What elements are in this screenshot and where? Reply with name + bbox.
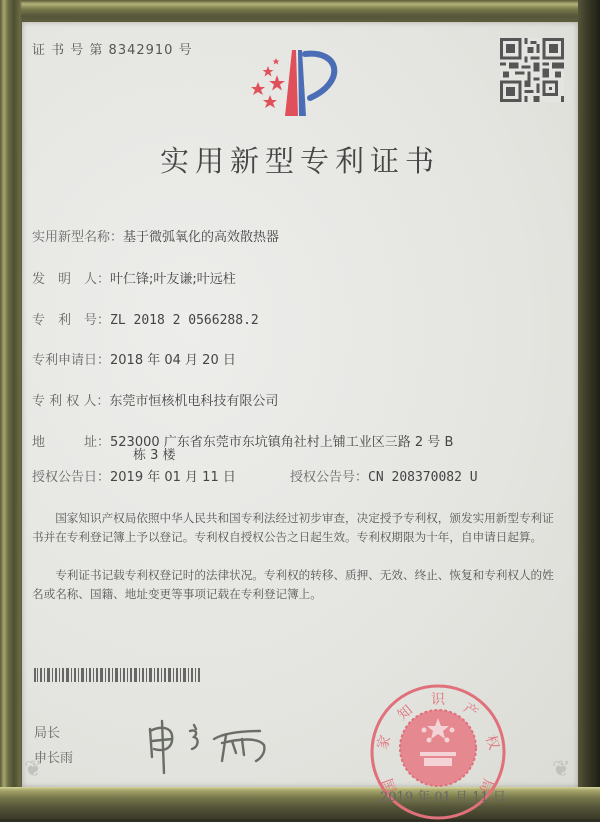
field-value: 东莞市恒核机电科技有限公司 [109, 394, 278, 409]
field-label: 专利申请日： [32, 349, 110, 368]
certificate-paper [22, 22, 578, 787]
field-label: 专 利 号： [32, 309, 110, 328]
certificate-number-label: 证 书 号 第 [32, 43, 103, 58]
svg-text:产: 产 [460, 699, 481, 721]
field-grant-date [32, 466, 236, 485]
field-label: 地 址： [32, 431, 110, 450]
svg-text:家: 家 [374, 733, 394, 752]
svg-text:权: 权 [482, 733, 503, 752]
field-value: 523000 广东省东莞市东坑镇角社村上铺工业区三路 2 号 B [110, 435, 453, 450]
frame-right-edge [578, 0, 600, 819]
field-label: 专 利 权 人： [32, 390, 109, 409]
field-utility-model-name [32, 226, 279, 245]
svg-text:识: 识 [431, 692, 446, 708]
svg-text:国: 国 [380, 776, 400, 795]
field-value: ZL 2018 2 0566288.2 [110, 313, 259, 328]
field-label: 实用新型名称： [32, 226, 123, 245]
certificate-title: 实用新型专利证书 [22, 139, 578, 180]
barcode-icon [34, 668, 200, 682]
director-name: 申长雨 [34, 747, 73, 766]
field-value: 2019 年 01 月 11 日 [110, 470, 236, 485]
svg-text:局: 局 [476, 776, 496, 795]
field-value: CN 208370082 U [368, 470, 478, 485]
certificate-number-suffix: 号 [179, 43, 193, 58]
qr-code-icon [500, 38, 564, 102]
cnipa-logo-icon [250, 32, 350, 122]
field-label: 授权公告日： [32, 466, 110, 485]
certificate-number [32, 39, 193, 58]
statement-paragraph-2: 专利证书记载专利权登记时的法律状况。专利权的转移、质押、无效、终止、恢复和专利权人的姓名或名称、国籍、地址变更等事项记载在专利登记簿上。 [32, 566, 562, 604]
field-label: 发 明 人： [32, 268, 110, 287]
field-address-continued: 栋 3 楼 [133, 444, 176, 463]
field-patentee [32, 390, 278, 409]
seal-date: 2019 年 01 月 11 日 [380, 786, 506, 805]
corner-ornament-icon: ❦ [552, 757, 570, 782]
statement-paragraph-1: 国家知识产权局依照中华人民共和国专利法经过初步审查，决定授予专利权，颁发实用新型专利证书并在专利登记簿上予以登记。专利权自授权公告之日起生效。专利权期限为十年，自申请日起算。 [32, 509, 562, 547]
signature-icon [142, 717, 272, 777]
field-address [32, 431, 453, 450]
field-value: 基于微弧氧化的高效散热器 [123, 230, 279, 245]
corner-ornament-icon: ❦ [24, 757, 42, 782]
field-grant-number [290, 466, 478, 485]
field-inventors [32, 268, 236, 287]
certificate-number-value: 8342910 [109, 43, 174, 58]
svg-text:知: 知 [395, 702, 416, 723]
field-value: 2018 年 04 月 20 日 [110, 353, 236, 368]
director-title: 局长 [34, 722, 60, 741]
frame-bottom-edge [0, 787, 600, 819]
field-label: 授权公告号： [290, 466, 368, 485]
field-patent-number [32, 309, 259, 328]
field-value: 叶仁锋;叶友谦;叶远柱 [110, 272, 236, 287]
field-filing-date [32, 349, 236, 368]
